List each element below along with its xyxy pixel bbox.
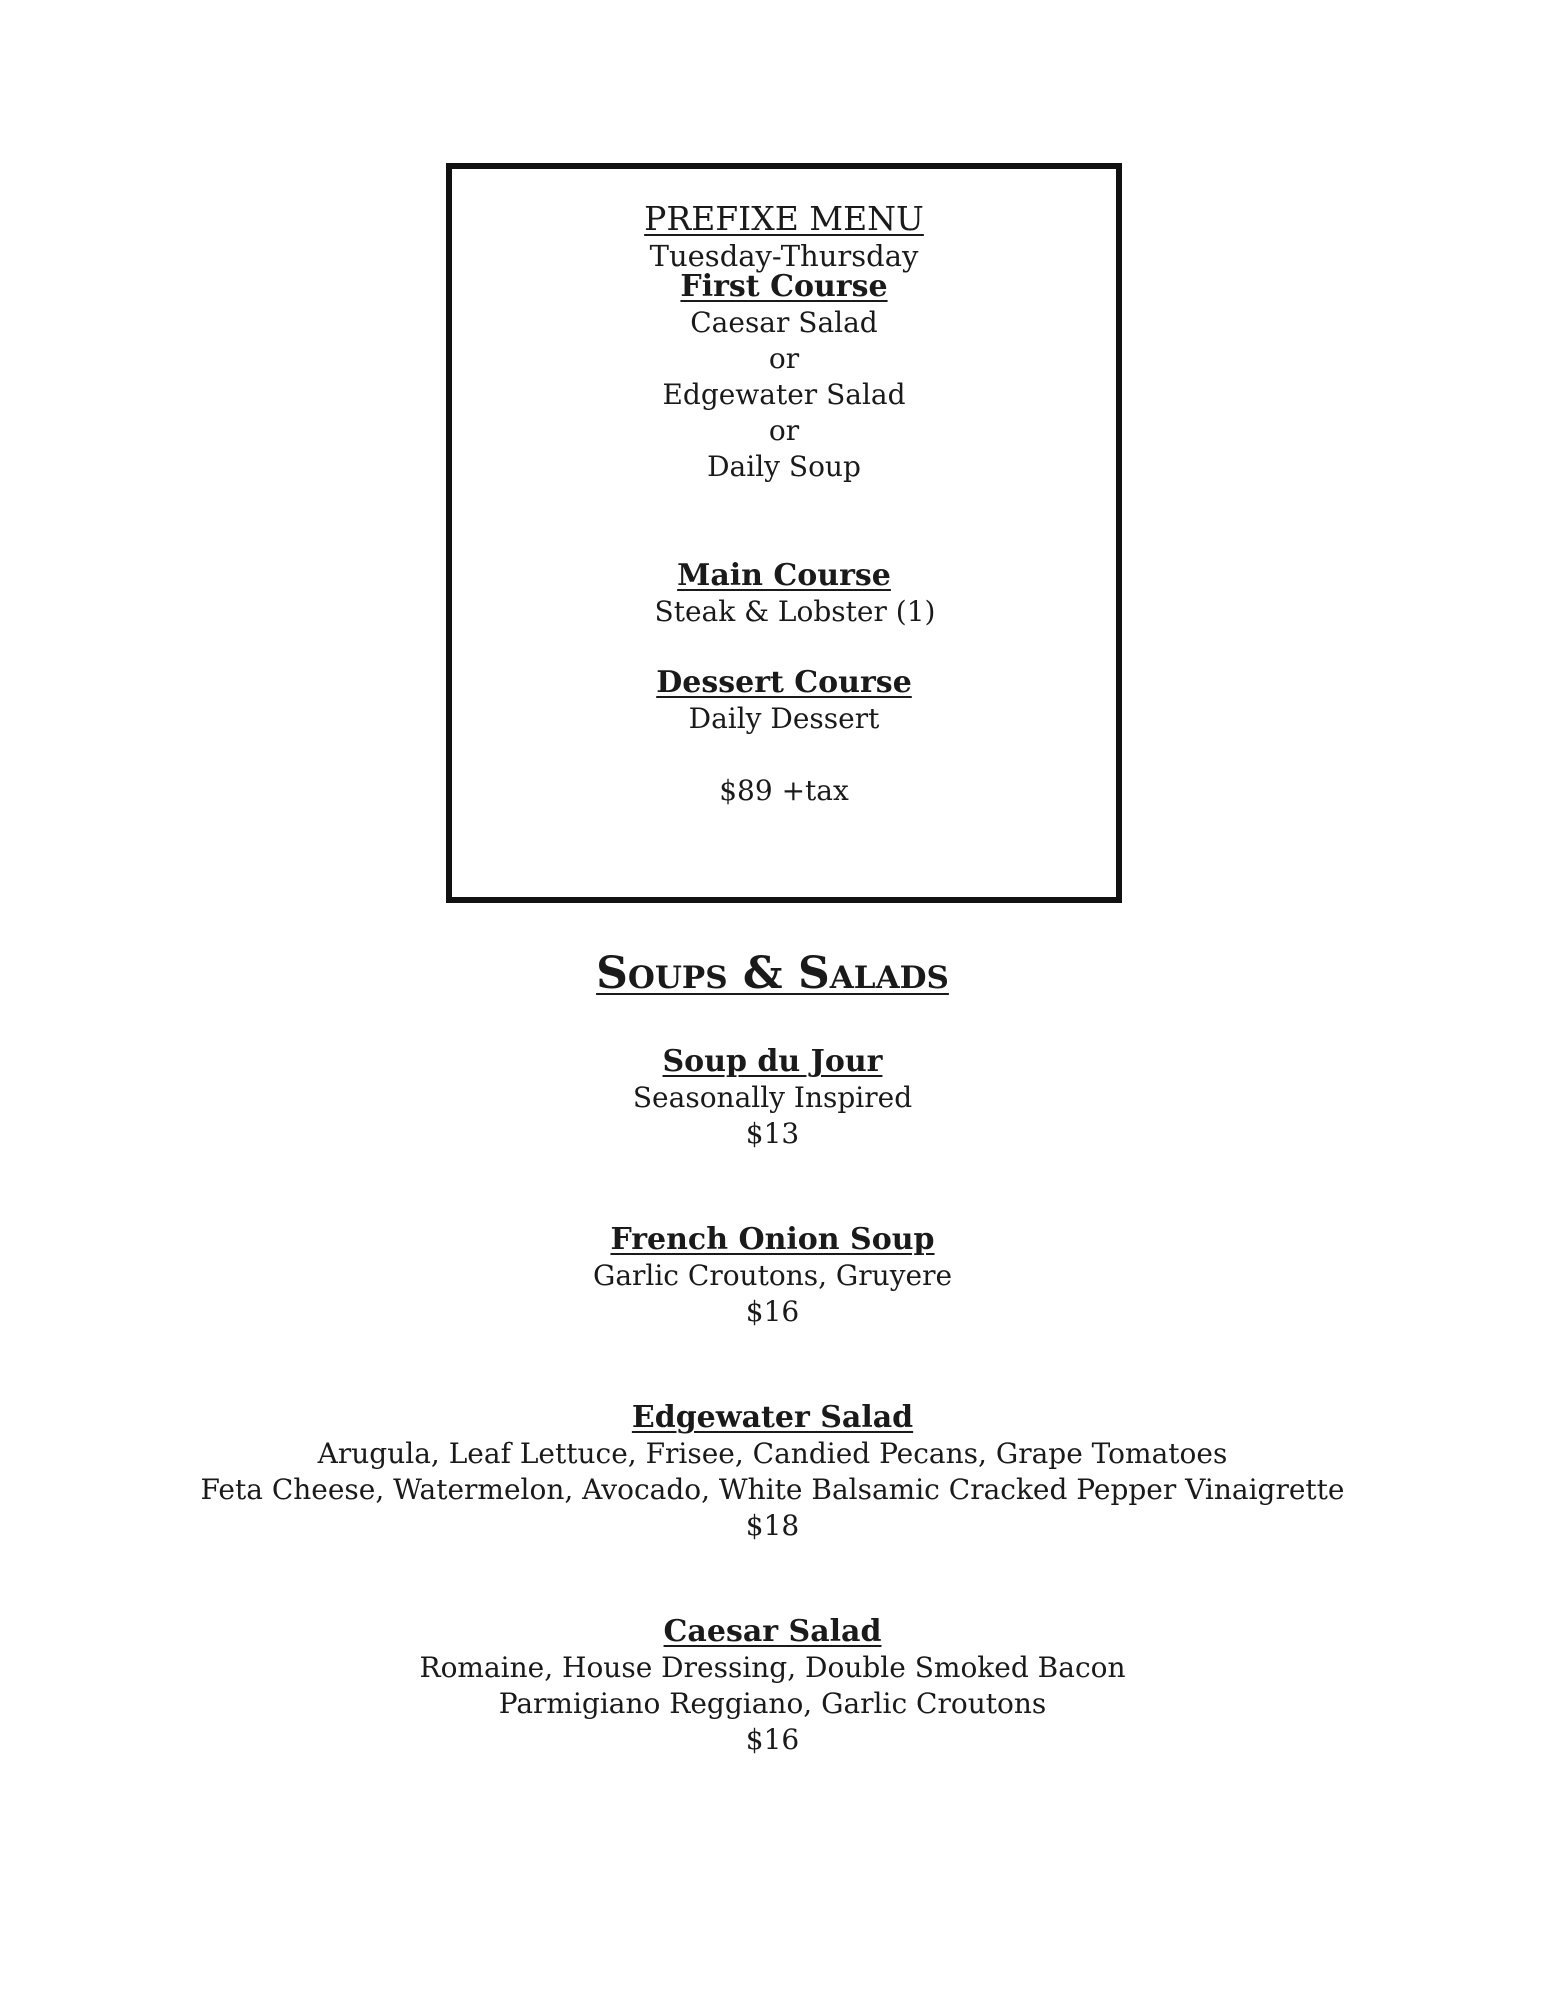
item-price: $16 bbox=[745, 1723, 800, 1756]
menu-item-soup-du-jour bbox=[0, 1044, 1545, 1152]
first-course-or: or bbox=[768, 342, 800, 375]
item-price: $13 bbox=[745, 1117, 800, 1150]
item-description: Parmigiano Reggiano, Garlic Croutons bbox=[498, 1687, 1047, 1720]
first-course-option: Edgewater Salad bbox=[662, 378, 906, 411]
main-course-section bbox=[452, 558, 1116, 630]
item-name: Soup du Jour bbox=[662, 1044, 883, 1079]
menu-item-caesar-salad bbox=[0, 1614, 1545, 1758]
first-course-heading: First Course bbox=[680, 269, 888, 304]
item-name: Caesar Salad bbox=[663, 1614, 882, 1649]
prefixe-menu-box bbox=[446, 163, 1122, 903]
dessert-course-heading: Dessert Course bbox=[656, 665, 912, 700]
item-name: French Onion Soup bbox=[610, 1222, 935, 1257]
prefixe-price: $89 +tax bbox=[719, 774, 849, 807]
soups-salads-title: Soups & Salads bbox=[596, 948, 949, 999]
first-course-section bbox=[452, 269, 1116, 485]
item-price: $16 bbox=[745, 1295, 800, 1328]
main-course-heading: Main Course bbox=[677, 558, 891, 593]
item-name: Edgewater Salad bbox=[631, 1400, 914, 1435]
menu-item-edgewater-salad bbox=[0, 1400, 1545, 1544]
item-description: Garlic Croutons, Gruyere bbox=[592, 1259, 953, 1292]
first-course-option: Caesar Salad bbox=[690, 306, 878, 339]
item-description: Seasonally Inspired bbox=[632, 1081, 913, 1114]
first-course-or: or bbox=[768, 414, 800, 447]
item-description: Arugula, Leaf Lettuce, Frisee, Candied Pecans, Grape Tomatoes bbox=[317, 1437, 1228, 1470]
item-description: Romaine, House Dressing, Double Smoked Bacon bbox=[419, 1651, 1126, 1684]
prefixe-menu-title: PREFIXE MENU bbox=[644, 199, 924, 238]
dessert-course-option: Daily Dessert bbox=[688, 702, 880, 735]
dessert-course-section bbox=[452, 665, 1116, 737]
item-description: Feta Cheese, Watermelon, Avocado, White Balsamic Cracked Pepper Vinaigrette bbox=[200, 1473, 1345, 1506]
menu-item-french-onion-soup bbox=[0, 1222, 1545, 1330]
main-course-option: Steak & Lobster (1) bbox=[654, 595, 936, 628]
prefixe-menu-days: Tuesday-Thursday bbox=[649, 239, 919, 273]
first-course-option: Daily Soup bbox=[707, 450, 861, 483]
item-price: $18 bbox=[745, 1509, 800, 1542]
